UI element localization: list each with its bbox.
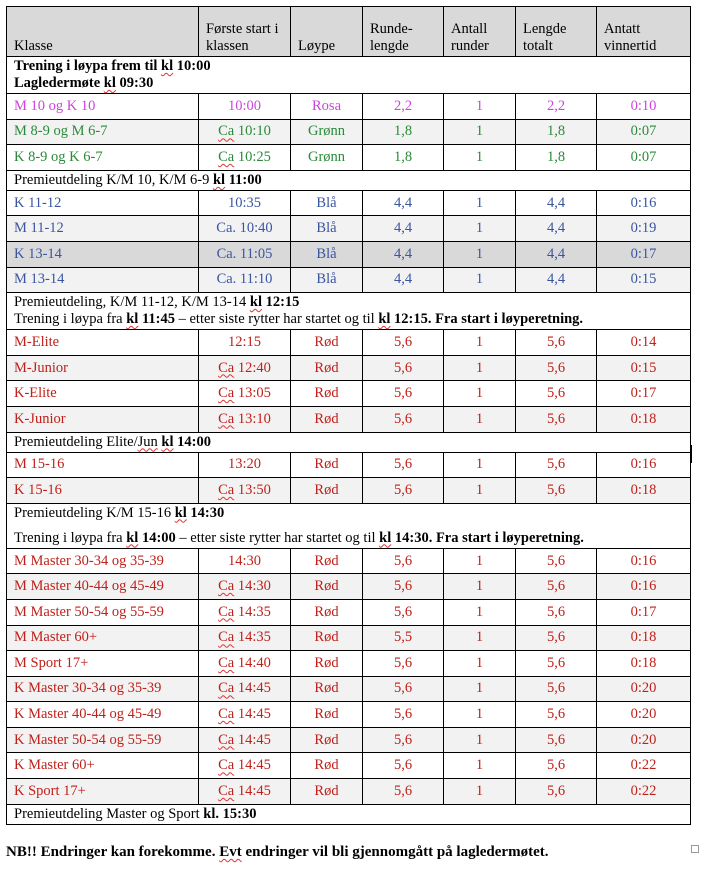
- cell-forste-start: 14:30: [199, 548, 291, 574]
- cell-rundelengde: 4,4: [363, 241, 444, 267]
- cell-vinnertid: 0:15: [597, 267, 691, 293]
- text-segment: kl: [103, 75, 116, 91]
- header-loype: Løype: [291, 7, 363, 57]
- cell-loype: Rosa: [291, 94, 363, 120]
- cell-loype: Rød: [291, 625, 363, 651]
- note-row: [7, 293, 691, 330]
- cell-klasse: M 8-9 og M 6-7: [7, 119, 199, 145]
- text-segment: 14:00: [173, 433, 211, 450]
- cell-antall-runder: 1: [444, 727, 516, 753]
- table-row: [7, 727, 691, 753]
- text-segment: Trening i løypa frem til: [14, 58, 162, 74]
- cell-loype: Blå: [291, 216, 363, 242]
- text-segment: Premieutdeling, K/M 11-12, K/M 13-14: [14, 294, 250, 311]
- table-row: [7, 119, 691, 145]
- cell-rundelengde: 5,6: [363, 702, 444, 728]
- cell-vinnertid: 0:16: [597, 190, 691, 216]
- cell-antall-runder: 1: [444, 599, 516, 625]
- cell-antall-runder: 1: [444, 241, 516, 267]
- cell-forste-start: Ca 13:10: [199, 406, 291, 432]
- cell-rundelengde: 5,6: [363, 727, 444, 753]
- cell-rundelengde: 5,6: [363, 355, 444, 381]
- table-row: [7, 241, 691, 267]
- cell-forste-start: 10:00: [199, 94, 291, 120]
- note-row: [7, 57, 691, 94]
- cell-vinnertid: 0:19: [597, 216, 691, 242]
- margin-mark: [691, 445, 692, 463]
- cell-lengde-totalt: 5,6: [516, 599, 597, 625]
- note-row: [7, 804, 691, 824]
- cell-loype: Grønn: [291, 145, 363, 171]
- table-row: [7, 94, 691, 120]
- cell-antall-runder: 1: [444, 753, 516, 779]
- text-segment: kl: [378, 311, 391, 328]
- cell-lengde-totalt: 5,6: [516, 779, 597, 805]
- cell-loype: Rød: [291, 355, 363, 381]
- cell-forste-start: Ca 14:35: [199, 625, 291, 651]
- text-segment: 12:15: [261, 294, 300, 311]
- cell-antall-runder: 1: [444, 548, 516, 574]
- cell-lengde-totalt: 4,4: [516, 216, 597, 242]
- cell-klasse: M Master 30-34 og 35-39: [7, 548, 199, 574]
- text-segment: Trening i løypa fra: [14, 529, 127, 546]
- note-cell: [7, 432, 691, 452]
- text-segment: kl. 15:30: [203, 805, 257, 822]
- cell-lengde-totalt: 5,6: [516, 452, 597, 478]
- cell-loype: Rød: [291, 651, 363, 677]
- table-row: [7, 355, 691, 381]
- cell-lengde-totalt: 4,4: [516, 190, 597, 216]
- cell-lengde-totalt: 5,6: [516, 574, 597, 600]
- cell-antall-runder: 1: [444, 651, 516, 677]
- cell-rundelengde: 5,6: [363, 478, 444, 504]
- cell-lengde-totalt: 1,8: [516, 119, 597, 145]
- cell-vinnertid: 0:22: [597, 753, 691, 779]
- text-segment: Jun: [137, 433, 158, 450]
- cell-klasse: K-Junior: [7, 406, 199, 432]
- cell-vinnertid: 0:16: [597, 574, 691, 600]
- cell-rundelengde: 4,4: [363, 267, 444, 293]
- cell-rundelengde: 5,6: [363, 406, 444, 432]
- cell-klasse: K Master 60+: [7, 753, 199, 779]
- cell-antall-runder: 1: [444, 119, 516, 145]
- text-segment: kl: [126, 529, 139, 546]
- cell-vinnertid: 0:16: [597, 548, 691, 574]
- cell-rundelengde: 5,6: [363, 753, 444, 779]
- cell-antall-runder: 1: [444, 478, 516, 504]
- text-segment: 14:30. Fra start i løyperetning.: [391, 529, 584, 546]
- cell-klasse: K-Elite: [7, 381, 199, 407]
- note-line: [14, 172, 690, 189]
- cell-antall-runder: 1: [444, 625, 516, 651]
- note-line: [14, 505, 690, 522]
- cell-vinnertid: 0:07: [597, 119, 691, 145]
- cell-loype: Rød: [291, 702, 363, 728]
- paragraph-marker-icon: [691, 845, 699, 853]
- cell-lengde-totalt: 5,6: [516, 753, 597, 779]
- footer-note: [6, 844, 548, 861]
- note-line: [14, 530, 690, 547]
- cell-vinnertid: 0:18: [597, 406, 691, 432]
- header-klasse: Klasse: [7, 7, 199, 57]
- cell-loype: Rød: [291, 381, 363, 407]
- cell-forste-start: Ca. 11:05: [199, 241, 291, 267]
- cell-vinnertid: 0:20: [597, 702, 691, 728]
- cell-loype: Blå: [291, 241, 363, 267]
- note-line: [14, 294, 690, 311]
- note-line: [14, 434, 690, 451]
- cell-loype: Grønn: [291, 119, 363, 145]
- cell-forste-start: Ca 14:45: [199, 676, 291, 702]
- cell-klasse: K Master 30-34 og 35-39: [7, 676, 199, 702]
- cell-klasse: K 13-14: [7, 241, 199, 267]
- cell-rundelengde: 5,6: [363, 330, 444, 356]
- note-cell: [7, 57, 691, 94]
- cell-vinnertid: 0:17: [597, 241, 691, 267]
- cell-vinnertid: 0:18: [597, 651, 691, 677]
- cell-vinnertid: 0:07: [597, 145, 691, 171]
- note-cell: [7, 170, 691, 190]
- cell-lengde-totalt: 2,2: [516, 94, 597, 120]
- table-row: [7, 625, 691, 651]
- cell-antall-runder: 1: [444, 574, 516, 600]
- cell-loype: Rød: [291, 478, 363, 504]
- cell-vinnertid: 0:22: [597, 779, 691, 805]
- cell-klasse: M 15-16: [7, 452, 199, 478]
- text-segment: 11:00: [225, 171, 262, 188]
- table-row: [7, 452, 691, 478]
- cell-forste-start: 13:20: [199, 452, 291, 478]
- cell-vinnertid: 0:16: [597, 452, 691, 478]
- table-row: [7, 599, 691, 625]
- cell-loype: Rød: [291, 599, 363, 625]
- cell-forste-start: Ca 14:45: [199, 779, 291, 805]
- cell-rundelengde: 5,6: [363, 381, 444, 407]
- cell-vinnertid: 0:15: [597, 355, 691, 381]
- cell-forste-start: Ca 14:35: [199, 599, 291, 625]
- cell-loype: Rød: [291, 727, 363, 753]
- text-segment: Lagledermøte: [14, 75, 104, 91]
- cell-antall-runder: 1: [444, 330, 516, 356]
- cell-rundelengde: 4,4: [363, 190, 444, 216]
- table-row: [7, 548, 691, 574]
- cell-rundelengde: 5,6: [363, 651, 444, 677]
- table-row: [7, 381, 691, 407]
- cell-forste-start: Ca 12:40: [199, 355, 291, 381]
- cell-rundelengde: 2,2: [363, 94, 444, 120]
- cell-antall-runder: 1: [444, 779, 516, 805]
- cell-rundelengde: 5,6: [363, 676, 444, 702]
- cell-forste-start: Ca. 11:10: [199, 267, 291, 293]
- cell-lengde-totalt: 5,6: [516, 355, 597, 381]
- cell-forste-start: Ca 14:45: [199, 753, 291, 779]
- cell-lengde-totalt: 5,6: [516, 381, 597, 407]
- cell-lengde-totalt: 4,4: [516, 241, 597, 267]
- cell-klasse: M Master 40-44 og 45-49: [7, 574, 199, 600]
- table-row: [7, 190, 691, 216]
- note-line: [14, 311, 690, 328]
- cell-forste-start: Ca 14:45: [199, 702, 291, 728]
- table-row: [7, 753, 691, 779]
- cell-rundelengde: 1,8: [363, 119, 444, 145]
- cell-antall-runder: 1: [444, 190, 516, 216]
- text-segment: NB!! Endringer kan forekomme.: [6, 844, 220, 860]
- cell-antall-runder: 1: [444, 267, 516, 293]
- cell-vinnertid: 0:20: [597, 676, 691, 702]
- cell-antall-runder: 1: [444, 406, 516, 432]
- header-row: [7, 7, 691, 57]
- schedule-body: [7, 57, 691, 825]
- note-row: [7, 432, 691, 452]
- note-cell: [7, 293, 691, 330]
- text-segment: Premieutdeling Master og Sport: [14, 805, 204, 822]
- cell-loype: Rød: [291, 452, 363, 478]
- text-segment: Premieutdeling Elite/: [14, 433, 138, 450]
- cell-klasse: K Master 40-44 og 45-49: [7, 702, 199, 728]
- text-segment: kl: [379, 529, 392, 546]
- note-cell: [7, 503, 691, 548]
- cell-klasse: K 8-9 og K 6-7: [7, 145, 199, 171]
- table-row: [7, 406, 691, 432]
- text-segment: kl: [212, 171, 226, 188]
- cell-loype: Rød: [291, 779, 363, 805]
- cell-forste-start: Ca 14:40: [199, 651, 291, 677]
- cell-forste-start: 12:15: [199, 330, 291, 356]
- cell-lengde-totalt: 5,6: [516, 330, 597, 356]
- table-row: [7, 702, 691, 728]
- cell-antall-runder: 1: [444, 676, 516, 702]
- cell-antall-runder: 1: [444, 145, 516, 171]
- table-row: [7, 145, 691, 171]
- table-row: [7, 267, 691, 293]
- note-line: [14, 75, 690, 92]
- cell-klasse: M Master 50-54 og 55-59: [7, 599, 199, 625]
- text-segment: kl: [249, 294, 262, 311]
- cell-antall-runder: 1: [444, 702, 516, 728]
- text-segment: kl: [161, 433, 174, 450]
- cell-vinnertid: 0:17: [597, 381, 691, 407]
- cell-rundelengde: 5,6: [363, 548, 444, 574]
- table-row: [7, 651, 691, 677]
- text-segment: – etter siste rytter har startet og til: [175, 529, 380, 546]
- cell-klasse: M 11-12: [7, 216, 199, 242]
- cell-loype: Rød: [291, 753, 363, 779]
- cell-forste-start: Ca 10:25: [199, 145, 291, 171]
- cell-antall-runder: 1: [444, 355, 516, 381]
- cell-loype: Blå: [291, 267, 363, 293]
- cell-rundelengde: 4,4: [363, 216, 444, 242]
- cell-klasse: K 15-16: [7, 478, 199, 504]
- header-forste-start: Første start i klassen: [199, 7, 291, 57]
- header-antall-runder: Antall runder: [444, 7, 516, 57]
- cell-loype: Rød: [291, 330, 363, 356]
- cell-rundelengde: 1,8: [363, 145, 444, 171]
- cell-klasse: M-Junior: [7, 355, 199, 381]
- text-segment: kl: [126, 311, 139, 328]
- cell-klasse: M 13-14: [7, 267, 199, 293]
- cell-antall-runder: 1: [444, 381, 516, 407]
- text-segment: Premieutdeling K/M 15-16: [14, 504, 175, 521]
- note-row: [7, 170, 691, 190]
- text-segment: – etter siste rytter har startet og til: [174, 311, 379, 328]
- table-row: [7, 216, 691, 242]
- text-segment: 09:30: [115, 75, 154, 91]
- cell-antall-runder: 1: [444, 216, 516, 242]
- cell-klasse: M-Elite: [7, 330, 199, 356]
- table-row: [7, 478, 691, 504]
- cell-lengde-totalt: 4,4: [516, 267, 597, 293]
- text-segment: 14:00: [138, 529, 176, 546]
- cell-forste-start: Ca 10:10: [199, 119, 291, 145]
- cell-vinnertid: 0:18: [597, 478, 691, 504]
- cell-lengde-totalt: 5,6: [516, 702, 597, 728]
- cell-lengde-totalt: 5,6: [516, 625, 597, 651]
- text-segment: endringer vil bli gjennomgått på lagledermøtet.: [241, 844, 549, 860]
- cell-klasse: M 10 og K 10: [7, 94, 199, 120]
- table-row: [7, 330, 691, 356]
- cell-forste-start: 10:35: [199, 190, 291, 216]
- cell-klasse: K Sport 17+: [7, 779, 199, 805]
- cell-rundelengde: 5,5: [363, 625, 444, 651]
- cell-forste-start: Ca 13:50: [199, 478, 291, 504]
- cell-lengde-totalt: 5,6: [516, 478, 597, 504]
- cell-forste-start: Ca 14:30: [199, 574, 291, 600]
- cell-klasse: M Sport 17+: [7, 651, 199, 677]
- cell-antall-runder: 1: [444, 94, 516, 120]
- text-segment: kl: [174, 504, 187, 521]
- cell-loype: Rød: [291, 574, 363, 600]
- cell-klasse: K 11-12: [7, 190, 199, 216]
- cell-lengde-totalt: 5,6: [516, 406, 597, 432]
- text-segment: Premieutdeling K/M 10, K/M 6-9: [14, 171, 213, 188]
- cell-loype: Rød: [291, 676, 363, 702]
- cell-lengde-totalt: 1,8: [516, 145, 597, 171]
- cell-vinnertid: 0:17: [597, 599, 691, 625]
- table-row: [7, 779, 691, 805]
- cell-vinnertid: 0:18: [597, 625, 691, 651]
- text-segment: 11:45: [138, 311, 175, 328]
- text-segment: Evt: [219, 844, 242, 860]
- cell-forste-start: Ca 14:45: [199, 727, 291, 753]
- note-line: [14, 806, 690, 823]
- text-segment: 10:00: [173, 58, 211, 74]
- note-row: [7, 503, 691, 548]
- cell-rundelengde: 5,6: [363, 574, 444, 600]
- cell-klasse: M Master 60+: [7, 625, 199, 651]
- text-segment: 12:15. Fra start i løyperetning.: [390, 311, 584, 328]
- schedule-table: [6, 6, 691, 825]
- header-lengde-totalt: Lengde totalt: [516, 7, 597, 57]
- table-row: [7, 676, 691, 702]
- text-segment: kl: [161, 58, 174, 74]
- cell-lengde-totalt: 5,6: [516, 727, 597, 753]
- cell-forste-start: Ca 13:05: [199, 381, 291, 407]
- cell-lengde-totalt: 5,6: [516, 651, 597, 677]
- text-segment: Trening i løypa fra: [14, 311, 127, 328]
- cell-klasse: K Master 50-54 og 55-59: [7, 727, 199, 753]
- cell-rundelengde: 5,6: [363, 599, 444, 625]
- text-segment: 14:30: [186, 504, 225, 521]
- header-rundelengde: Runde-lengde: [363, 7, 444, 57]
- cell-vinnertid: 0:10: [597, 94, 691, 120]
- cell-loype: Blå: [291, 190, 363, 216]
- cell-vinnertid: 0:14: [597, 330, 691, 356]
- table-row: [7, 574, 691, 600]
- cell-lengde-totalt: 5,6: [516, 548, 597, 574]
- header-vinnertid: Antatt vinnertid: [597, 7, 691, 57]
- cell-loype: Rød: [291, 548, 363, 574]
- note-cell: [7, 804, 691, 824]
- note-line: [14, 522, 690, 530]
- cell-rundelengde: 5,6: [363, 779, 444, 805]
- cell-rundelengde: 5,6: [363, 452, 444, 478]
- cell-antall-runder: 1: [444, 452, 516, 478]
- note-line: [14, 58, 690, 75]
- cell-vinnertid: 0:20: [597, 727, 691, 753]
- cell-lengde-totalt: 5,6: [516, 676, 597, 702]
- cell-loype: Rød: [291, 406, 363, 432]
- cell-forste-start: Ca. 10:40: [199, 216, 291, 242]
